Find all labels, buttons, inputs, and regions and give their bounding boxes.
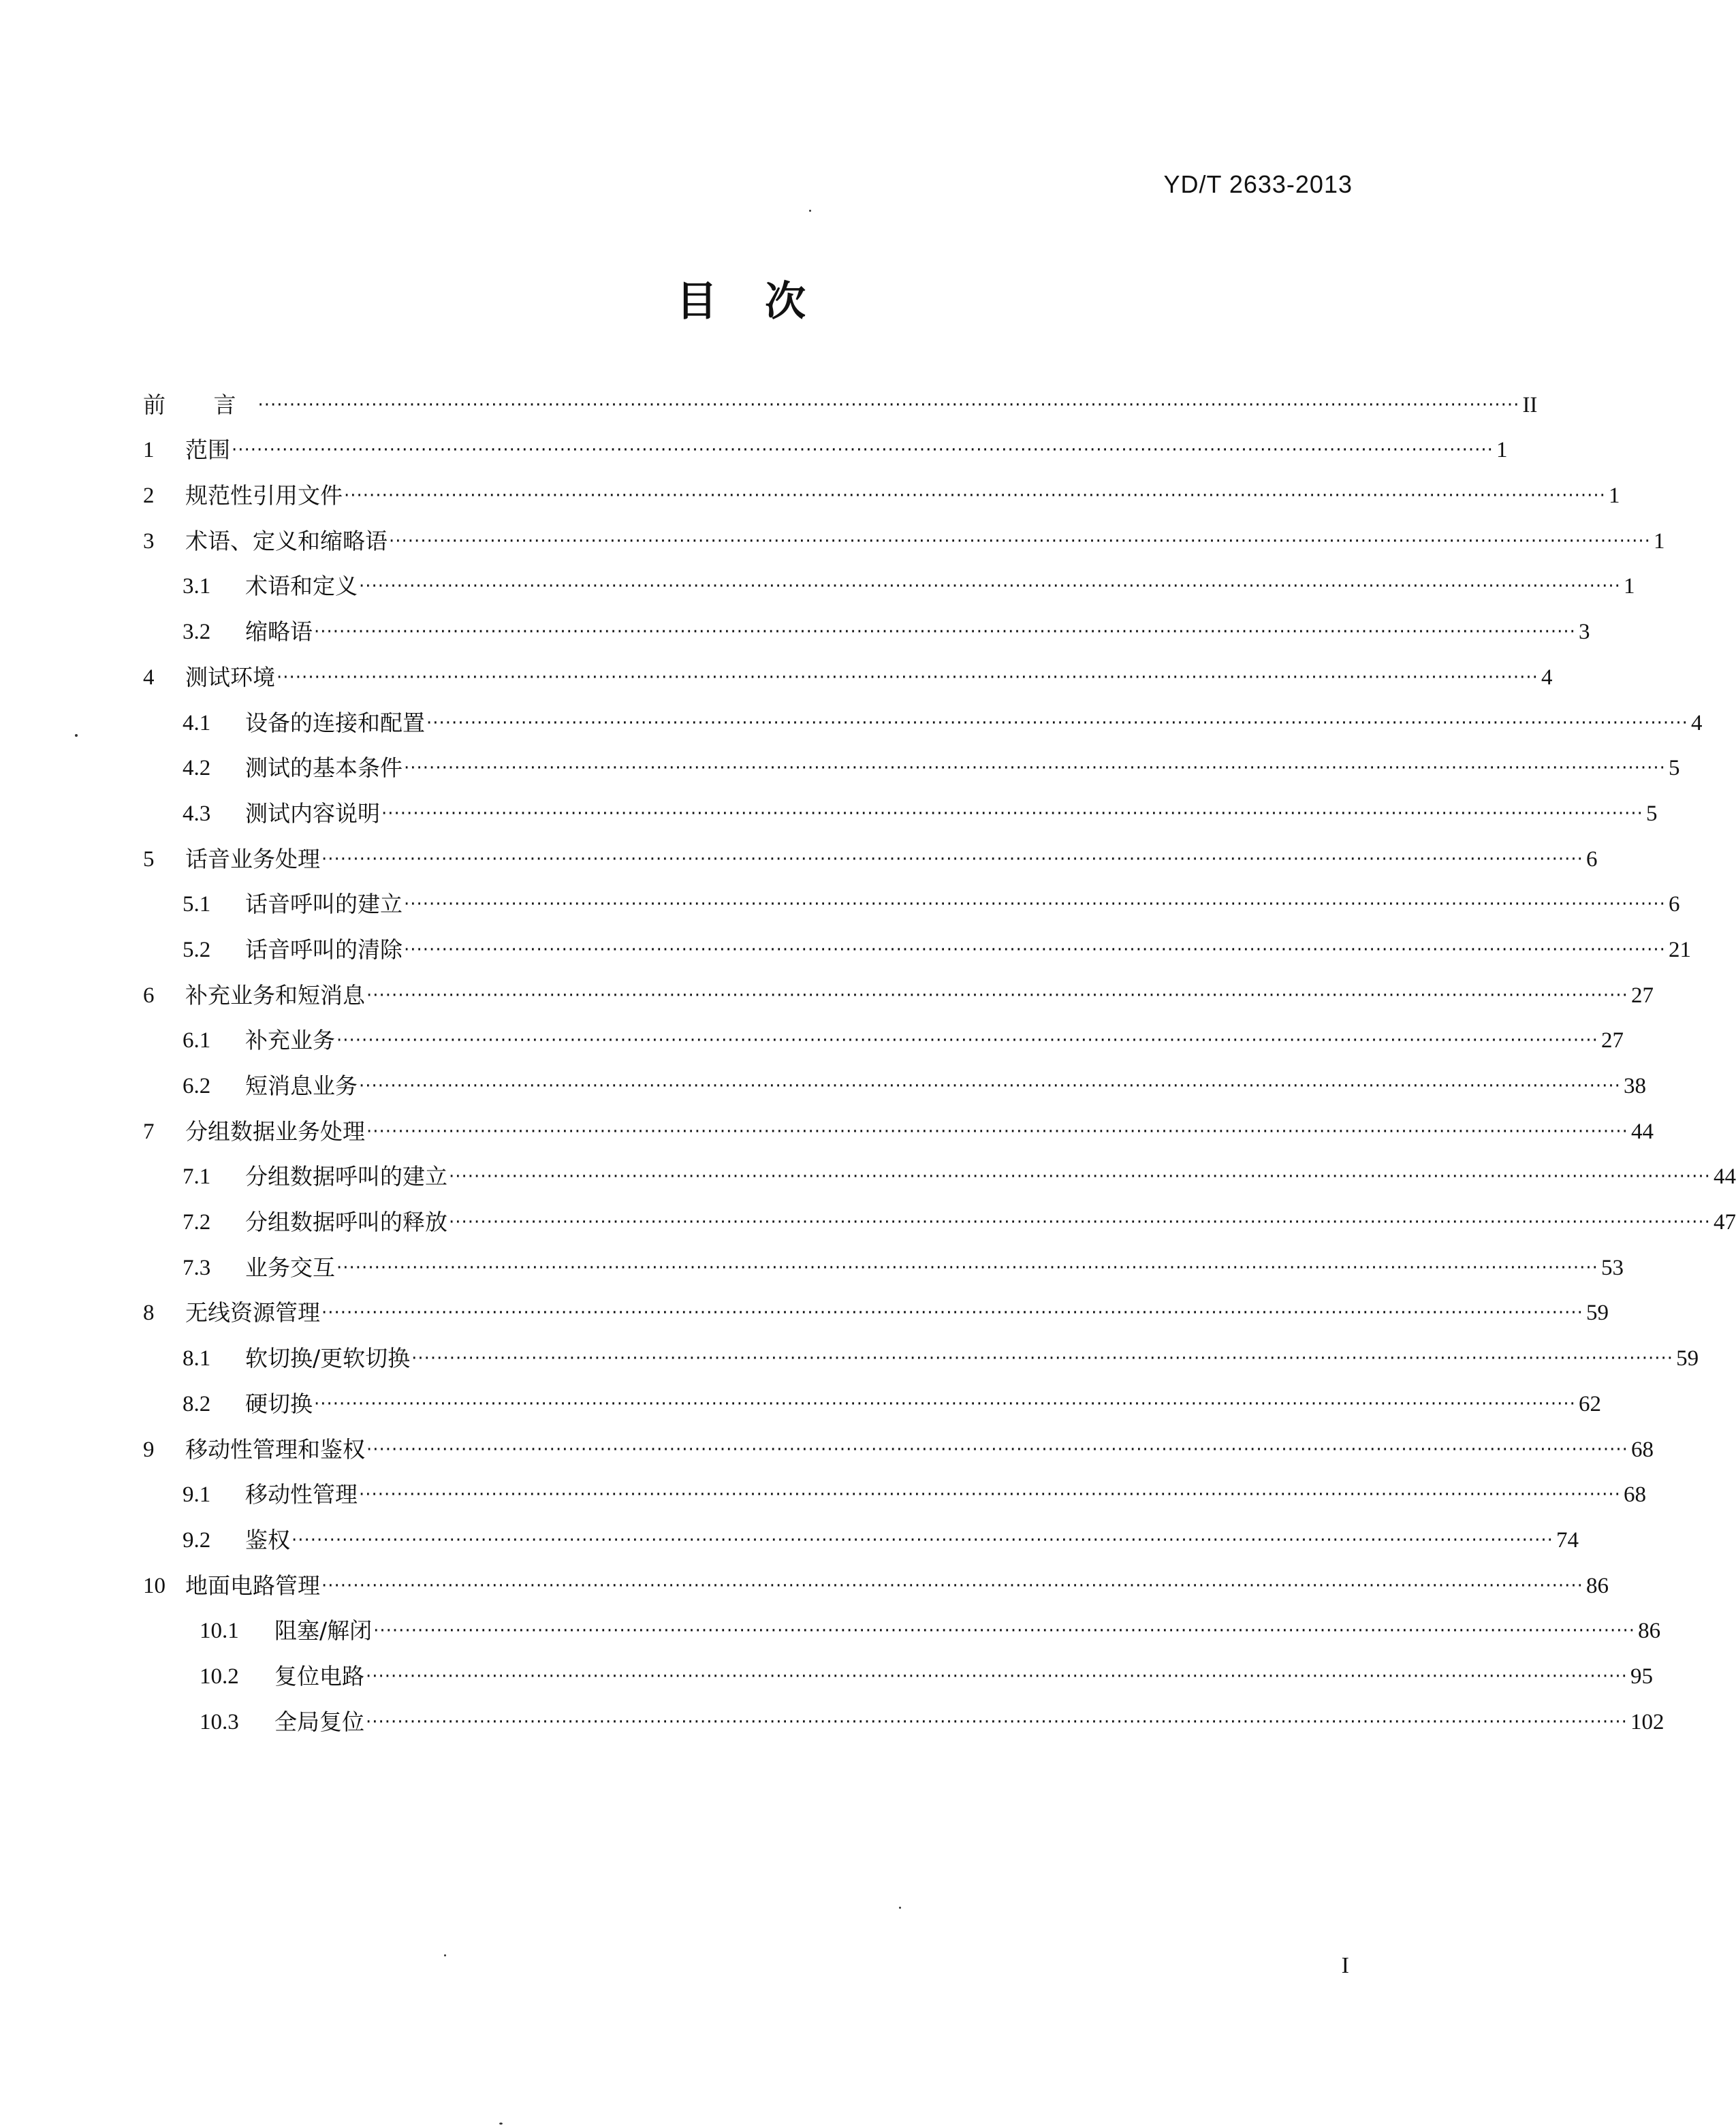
dot-leader: ········································································································································································································ — [449, 1166, 1711, 1188]
toc-entry-page: 74 — [1556, 1527, 1579, 1553]
toc-entry-label: 分组数据呼叫的释放 — [245, 1209, 447, 1236]
table-of-contents — [143, 373, 1736, 1736]
toc-entry-page: 62 — [1578, 1391, 1601, 1416]
toc-entry-label: 前 言 — [143, 391, 257, 418]
toc-entry[interactable] — [143, 737, 1680, 782]
toc-entry[interactable] — [143, 1236, 1624, 1282]
toc-entry-label: 复位电路 — [274, 1662, 364, 1689]
dot-leader: ········································································································································································································ — [291, 1529, 1553, 1551]
toc-entry[interactable] — [143, 1282, 1609, 1327]
toc-entry-page: 59 — [1676, 1346, 1699, 1371]
toc-entry-number: 6.1 — [183, 1028, 211, 1053]
toc-entry-page: 4 — [1541, 665, 1553, 690]
toc-entry-number: 6 — [143, 983, 155, 1008]
scan-speck — [499, 2123, 503, 2125]
toc-entry[interactable] — [143, 964, 1654, 1009]
toc-entry-label: 业务交互 — [245, 1254, 335, 1281]
toc-entry-label: 分组数据呼叫的建立 — [245, 1163, 447, 1190]
toc-entry-label: 全局复位 — [274, 1708, 364, 1735]
toc-entry-label: 移动性管理 — [245, 1481, 358, 1508]
toc-entry-page: 53 — [1600, 1255, 1624, 1280]
toc-entry[interactable] — [143, 646, 1553, 691]
toc-entry-page: 59 — [1585, 1301, 1609, 1326]
toc-entry-page: 6 — [1585, 846, 1598, 872]
toc-entry[interactable] — [143, 1690, 1664, 1736]
toc-entry-number: 10 — [143, 1573, 165, 1598]
toc-entry-label: 移动性管理和鉴权 — [185, 1435, 365, 1463]
dot-leader: ········································································································································································································ — [366, 1121, 1628, 1142]
toc-entry-number: 10.2 — [200, 1664, 239, 1689]
toc-entry-number: 8 — [143, 1301, 155, 1326]
toc-entry-number: 7.1 — [183, 1164, 211, 1190]
toc-entry[interactable] — [143, 1554, 1609, 1600]
toc-entry-page: 1 — [1608, 483, 1620, 509]
toc-entry[interactable] — [143, 1418, 1654, 1463]
dot-leader: ········································································································································································································ — [359, 1076, 1621, 1096]
toc-entry-page: 38 — [1623, 1074, 1646, 1098]
toc-entry-label: 范围 — [185, 436, 230, 464]
toc-entry[interactable] — [143, 1100, 1654, 1145]
toc-entry-label: 硬切换 — [245, 1390, 313, 1417]
toc-entry[interactable] — [143, 1463, 1646, 1509]
toc-entry-page: 1 — [1496, 438, 1508, 463]
toc-entry-label: 话音呼叫的清除 — [245, 936, 403, 963]
dot-leader: ········································································································································································································ — [366, 985, 1628, 1006]
toc-entry-label: 软切换/更软切换 — [245, 1345, 411, 1372]
toc-entry[interactable] — [143, 509, 1665, 555]
toc-entry-number: 9 — [143, 1437, 155, 1462]
toc-entry-number: 7.3 — [183, 1255, 211, 1280]
toc-entry-number: 7.2 — [183, 1210, 211, 1235]
toc-entry-page: 68 — [1630, 1437, 1654, 1462]
dot-leader: ········································································································································································································ — [321, 1303, 1583, 1324]
dot-leader: ········································································································································································································ — [366, 1666, 1628, 1687]
toc-entry-label: 阻塞/解闭 — [274, 1617, 373, 1645]
toc-entry-label: 短消息业务 — [245, 1073, 358, 1099]
toc-entry[interactable] — [143, 1508, 1579, 1554]
dot-leader: ········································································································································································································ — [321, 848, 1583, 870]
toc-entry-label: 缩略语 — [245, 618, 313, 646]
toc-entry-label: 补充业务 — [245, 1027, 335, 1054]
toc-entry-number: 9.2 — [183, 1527, 211, 1553]
toc-entry-number: 1 — [143, 438, 155, 463]
dot-leader: ········································································································································································································ — [277, 667, 1538, 688]
toc-entry-page: 44 — [1713, 1164, 1736, 1190]
toc-entry[interactable] — [143, 1054, 1646, 1100]
toc-entry-label: 术语和定义 — [245, 573, 358, 600]
dot-leader: ········································································································································································································ — [411, 1348, 1674, 1369]
toc-entry-label: 测试内容说明 — [245, 799, 380, 827]
toc-entry[interactable] — [143, 1645, 1653, 1690]
scan-speck — [899, 1907, 901, 1909]
dot-leader: ········································································································································································································ — [389, 530, 1651, 552]
dot-leader: ········································································································································································································ — [314, 622, 1576, 643]
toc-entry-label: 设备的连接和配置 — [245, 709, 425, 736]
toc-entry-label: 话音业务处理 — [185, 845, 320, 872]
toc-entry[interactable] — [143, 1190, 1736, 1236]
page-title: 目次 — [676, 278, 853, 325]
toc-entry[interactable] — [143, 464, 1620, 509]
toc-entry[interactable] — [143, 873, 1680, 919]
toc-entry-page: 1 — [1653, 528, 1665, 554]
toc-entry-label: 鉴权 — [245, 1526, 290, 1553]
toc-entry[interactable] — [143, 373, 1538, 419]
toc-entry-page: 86 — [1638, 1619, 1661, 1644]
scan-speck — [75, 734, 78, 737]
dot-leader: ········································································································································································································ — [344, 486, 1606, 507]
toc-entry-page: 4 — [1690, 710, 1703, 735]
toc-entry[interactable] — [143, 419, 1508, 464]
toc-entry[interactable] — [143, 782, 1658, 827]
toc-entry-label: 补充业务和短消息 — [185, 981, 365, 1009]
toc-entry-number: 4.2 — [183, 756, 211, 781]
toc-entry-page: 102 — [1630, 1709, 1664, 1734]
dot-leader: ········································································································································································································ — [359, 576, 1621, 597]
toc-entry-page: 47 — [1713, 1210, 1736, 1235]
toc-entry-label: 地面电路管理 — [185, 1572, 320, 1599]
toc-entry-page: 3 — [1578, 620, 1590, 645]
toc-entry-page: 27 — [1600, 1028, 1624, 1053]
scan-speck — [809, 210, 811, 212]
scan-speck — [444, 1954, 446, 1956]
dot-leader: ········································································································································································································ — [336, 1030, 1598, 1051]
toc-entry-number: 5.2 — [183, 937, 211, 962]
toc-entry-label: 测试环境 — [185, 663, 275, 690]
dot-leader: ········································································································································································································ — [336, 1257, 1598, 1278]
dot-leader: ········································································································································································································ — [232, 440, 1494, 461]
toc-entry[interactable] — [143, 691, 1703, 737]
toc-entry-page: 86 — [1585, 1573, 1609, 1598]
toc-entry-number: 10.1 — [200, 1619, 239, 1644]
toc-entry[interactable] — [143, 600, 1590, 646]
toc-entry-page: 68 — [1623, 1482, 1646, 1508]
toc-entry-number: 2 — [143, 483, 155, 509]
toc-entry-number: 4.1 — [183, 710, 211, 735]
dot-leader: ········································································································································································································ — [257, 394, 1520, 415]
toc-entry[interactable] — [143, 1145, 1736, 1191]
toc-entry-page: 5 — [1645, 801, 1658, 826]
toc-entry-number: 5 — [143, 846, 155, 872]
toc-entry-page: 1 — [1623, 574, 1635, 599]
toc-entry-number: 5.1 — [183, 892, 211, 917]
toc-entry[interactable] — [143, 827, 1598, 873]
page-number: I — [1341, 1953, 1349, 1978]
toc-entry-label: 术语、定义和缩略语 — [185, 527, 388, 554]
toc-entry-number: 4 — [143, 665, 155, 690]
dot-leader: ········································································································································································································ — [359, 1484, 1621, 1506]
dot-leader: ········································································································································································································ — [321, 1575, 1583, 1596]
toc-entry-number: 4.3 — [183, 801, 211, 826]
dot-leader: ········································································································································································································ — [314, 1393, 1576, 1414]
dot-leader: ········································································································································································································ — [373, 1621, 1636, 1642]
document-code: YD/T 2633-2013 — [1163, 170, 1353, 198]
toc-entry-number: 7 — [143, 1119, 155, 1144]
toc-entry-page: 6 — [1668, 892, 1680, 917]
dot-leader: ········································································································································································································ — [404, 758, 1666, 779]
dot-leader: ········································································································································································································ — [366, 1711, 1628, 1732]
dot-leader: ········································································································································································································ — [404, 939, 1666, 960]
toc-entry-number: 10.3 — [200, 1709, 239, 1734]
toc-entry-number: 9.1 — [183, 1482, 211, 1508]
dot-leader: ········································································································································································································ — [449, 1212, 1711, 1233]
toc-entry-number: 8.1 — [183, 1346, 211, 1371]
toc-entry-page: 44 — [1630, 1119, 1654, 1144]
toc-entry-number: 8.2 — [183, 1391, 211, 1416]
toc-entry-number: 3.2 — [183, 620, 211, 645]
toc-entry[interactable] — [143, 1327, 1699, 1372]
toc-entry-label: 规范性引用文件 — [185, 482, 343, 509]
toc-entry[interactable] — [143, 1009, 1624, 1055]
toc-entry-label: 话音呼叫的建立 — [245, 891, 403, 918]
toc-entry-label: 分组数据业务处理 — [185, 1117, 365, 1145]
dot-leader: ········································································································································································································ — [404, 894, 1666, 915]
toc-entry[interactable] — [143, 555, 1635, 601]
toc-entry-number: 3 — [143, 528, 155, 554]
toc-entry[interactable] — [143, 918, 1691, 964]
toc-entry[interactable] — [143, 1372, 1601, 1418]
toc-entry[interactable] — [143, 1600, 1661, 1645]
dot-leader: ········································································································································································································ — [381, 803, 1643, 824]
dot-leader: ········································································································································································································ — [366, 1439, 1628, 1460]
toc-entry-page: 95 — [1630, 1664, 1653, 1689]
toc-entry-number: 6.2 — [183, 1074, 211, 1098]
toc-entry-label: 无线资源管理 — [185, 1299, 320, 1327]
toc-entry-page: 5 — [1668, 756, 1680, 781]
toc-entry-label: 测试的基本条件 — [245, 755, 403, 782]
toc-entry-page: II — [1522, 392, 1538, 417]
toc-entry-page: 21 — [1668, 937, 1691, 962]
toc-entry-page: 27 — [1630, 983, 1654, 1008]
dot-leader: ········································································································································································································ — [426, 712, 1688, 733]
toc-entry-number: 3.1 — [183, 574, 211, 599]
